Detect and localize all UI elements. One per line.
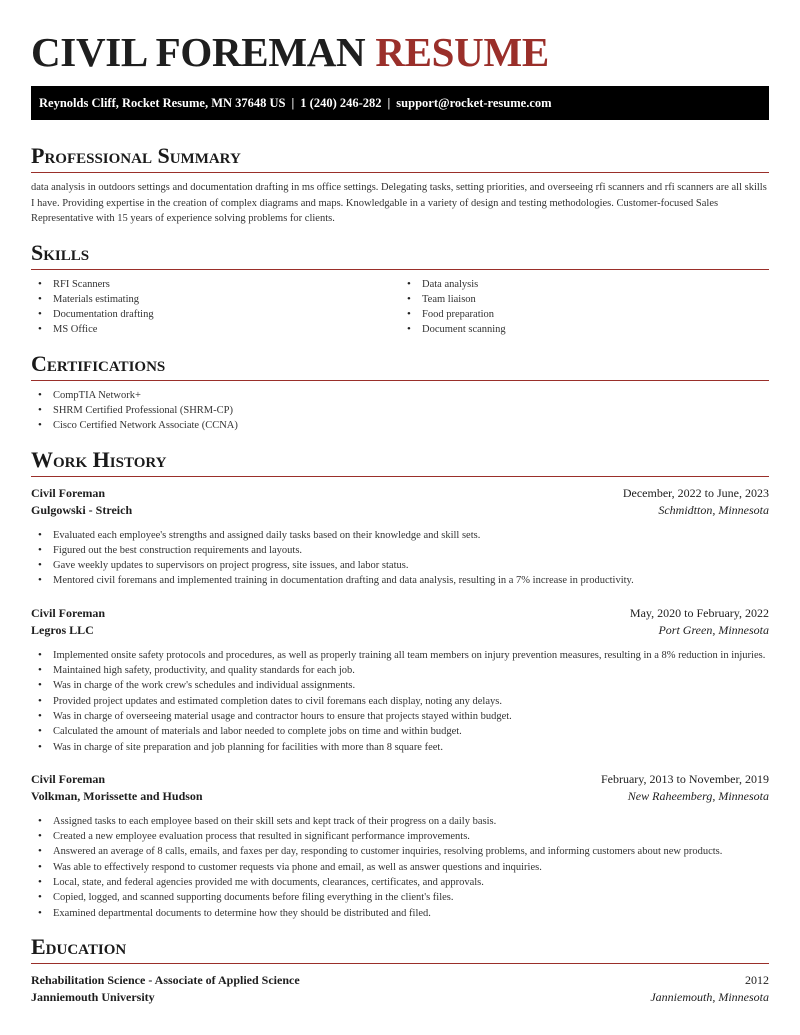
education-location: Janniemouth, Minnesota (650, 990, 769, 1005)
contact-email: support@rocket-resume.com (396, 96, 552, 110)
skill-item: • Data analysis (400, 277, 769, 292)
education-row-school (31, 989, 769, 1007)
job-dates: December, 2022 to June, 2023 (622, 485, 769, 500)
skill-item: • Documentation drafting (31, 307, 400, 322)
job-dates: May, 2020 to February, 2022 (629, 605, 769, 620)
job-company: Gulgowski - Streich (31, 503, 133, 518)
work-history-section (31, 447, 769, 921)
job-bullet: • Maintained high safety, productivity, and quality standards for each job. (31, 663, 769, 678)
job-bullet: • Mentored civil foremans and implemented training in documentation drafting and data analysis, resulting in a 7% increase in productivity. (31, 573, 769, 588)
job-location: Schmidtton, Minnesota (658, 503, 769, 518)
contact-bar (31, 86, 769, 120)
contact-separator: | (387, 96, 391, 110)
contact-phone: 1 (240) 246-282 (300, 96, 382, 110)
work-history-heading: Work History (31, 447, 769, 477)
job-bullets (31, 814, 769, 921)
job-title: Civil Foreman (31, 605, 106, 620)
contact-address: Reynolds Cliff, Rocket Resume, MN 37648 US (39, 96, 286, 110)
certifications-section (31, 351, 769, 434)
job-row-company (31, 788, 769, 806)
skill-item: • Food preparation (400, 307, 769, 322)
job-bullets (31, 648, 769, 755)
job-bullet: • Created a new employee evaluation process that resulted in significant performance improvements. (31, 829, 769, 844)
skills-list-right (400, 277, 769, 338)
skills-list-left (31, 277, 400, 338)
job-bullet: • Provided project updates and estimated completion dates to civil foremans each display, noting any delays. (31, 694, 769, 709)
job-bullet: • Copied, logged, and scanned supporting documents before filing everything in the client's files. (31, 890, 769, 905)
job-row-title (31, 485, 769, 503)
job-bullet: • Figured out the best construction requirements and layouts. (31, 543, 769, 558)
job-bullet: • Evaluated each employee's strengths and assigned daily tasks based on their knowledge and skill sets. (31, 528, 769, 543)
job-title: Civil Foreman (31, 771, 106, 786)
job-entry (31, 485, 769, 589)
certification-item: • SHRM Certified Professional (SHRM-CP) (31, 403, 769, 418)
job-company: Volkman, Morissette and Hudson (31, 789, 203, 804)
summary-section (31, 143, 769, 227)
certification-item: • Cisco Certified Network Associate (CCNA) (31, 418, 769, 433)
job-location: Port Green, Minnesota (658, 623, 769, 638)
skill-item: • Team liaison (400, 292, 769, 307)
skills-columns (31, 277, 769, 338)
job-bullet: • Was in charge of the work crew's schedules and individual assignments. (31, 678, 769, 693)
resume-title (31, 0, 769, 86)
job-location: New Raheemberg, Minnesota (627, 789, 769, 804)
certifications-heading: Certifications (31, 351, 769, 381)
job-bullet: • Was in charge of site preparation and job planning for facilities with more than 8 square feet. (31, 740, 769, 755)
education-section (31, 934, 769, 1007)
job-row-title (31, 771, 769, 789)
job-bullet: • Examined departmental documents to determine how they should be distributed and filed. (31, 906, 769, 921)
education-row-degree (31, 972, 769, 990)
job-title: Civil Foreman (31, 485, 106, 500)
job-row-title (31, 605, 769, 623)
skill-item: • MS Office (31, 322, 400, 337)
summary-text: data analysis in outdoors settings and documentation drafting in ms office settings. Delegating tasks, setting priorities, and overseeing rfi scanners and rfi scanners are all skills I have. Providing expertise in the creation of complex diagrams and maps. Knowledgable in a variety of design and testing methodologies. Customer-focused Sales Representative with 15 years of experience solving problems for clients. (31, 182, 767, 224)
title-main: CIVIL FOREMAN (31, 29, 366, 75)
job-bullet: • Assigned tasks to each employee based on their skill sets and kept track of their progress on a daily basis. (31, 814, 769, 829)
job-bullet: • Gave weekly updates to supervisors on project progress, site issues, and labor status. (31, 558, 769, 573)
education-school: Janniemouth University (31, 990, 155, 1005)
job-row-company (31, 502, 769, 520)
job-row-company (31, 622, 769, 640)
contact-separator: | (291, 96, 295, 110)
skill-item: • Document scanning (400, 322, 769, 337)
certifications-list (31, 388, 769, 434)
education-year: 2012 (745, 972, 769, 987)
job-bullet: • Local, state, and federal agencies provided me with documents, clearances, certificates, and approvals. (31, 875, 769, 890)
education-degree: Rehabilitation Science - Associate of Applied Science (31, 972, 300, 987)
job-bullet: • Was in charge of overseeing material usage and contractor hours to ensure that projects stayed within budget. (31, 709, 769, 724)
job-bullet: • Was able to effectively respond to customer requests via phone and email, as well as answer questions and inquiries. (31, 860, 769, 875)
job-dates: February, 2013 to November, 2019 (600, 771, 769, 786)
job-entry (31, 605, 769, 755)
job-bullet: • Implemented onsite safety protocols and procedures, as well as properly training all team members on injury prevention measures, resulting in a 8% reduction in injuries. (31, 648, 769, 663)
skills-heading: Skills (31, 240, 769, 270)
job-entry (31, 771, 769, 921)
job-company: Legros LLC (31, 623, 94, 638)
skill-item: • RFI Scanners (31, 277, 400, 292)
title-accent: RESUME (375, 29, 549, 75)
skill-item: • Materials estimating (31, 292, 400, 307)
education-heading: Education (31, 934, 769, 964)
job-bullet: • Calculated the amount of materials and labor needed to complete jobs on time and within budget. (31, 724, 769, 739)
skills-section (31, 240, 769, 338)
summary-heading: Professional Summary (31, 143, 769, 173)
job-bullets (31, 528, 769, 589)
job-bullet: • Answered an average of 8 calls, emails, and faxes per day, responding to customer inquiries, resolving problems, and informing customers about new products. (31, 844, 769, 859)
certification-item: • CompTIA Network+ (31, 388, 769, 403)
